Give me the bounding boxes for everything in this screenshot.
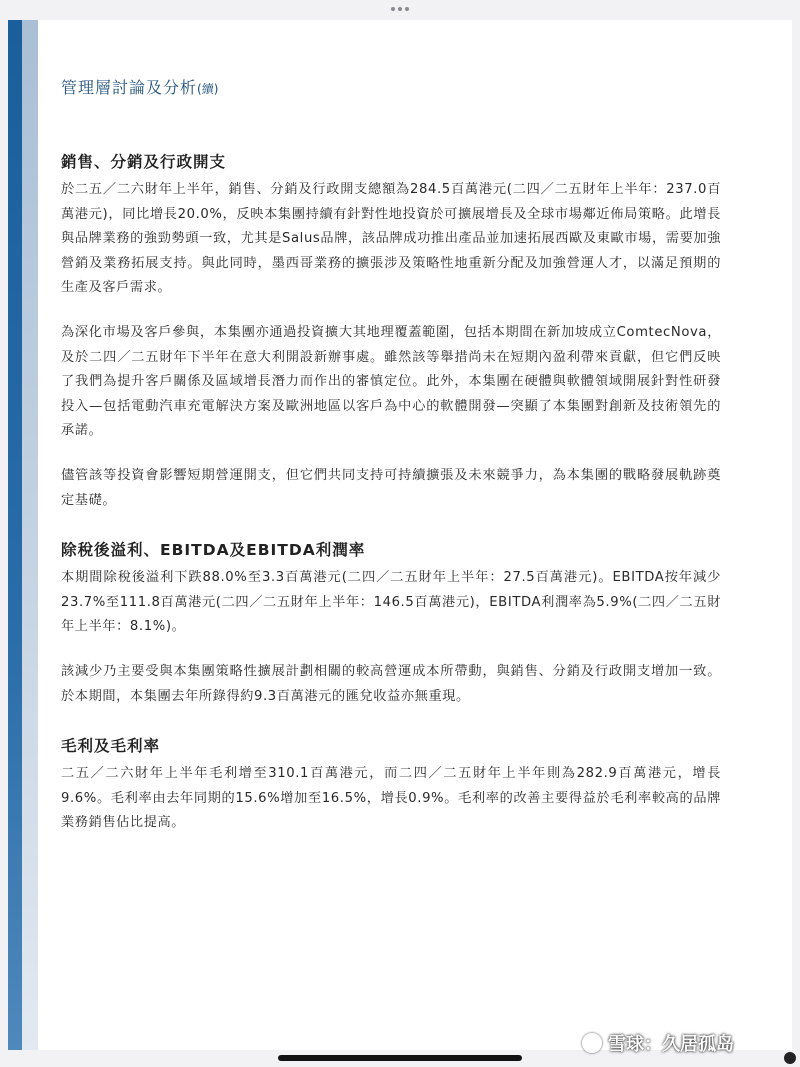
document-body (61, 150, 721, 836)
xueqiu-logo-icon (582, 1033, 602, 1053)
header-title: 管理層討論及分析 (61, 78, 198, 97)
sga-paragraph-1: 於二五／二六財年上半年，銷售、分銷及行政開支總額為284.5百萬港元(二四／二五財年上半年：237.0百萬港元)，同比增長20.0%，反映本集團持續有針對性地投資於可擴展增長及全球市場鄰近佈局策略。此增長與品牌業務的強勁勢頭一致，尤其是Salus品牌，該品牌成功推出產品並加速拓展西歐及東歐市場，需要加強營銷及業務拓展支持。與此同時，墨西哥業務的擴張涉及策略性地重新分配及加強營運人才，以滿足預期的生產及客戶需求。 (61, 182, 721, 296)
corner-dot-icon (784, 1052, 796, 1064)
top-bar (0, 0, 800, 18)
watermark-text: 雪球：久居孤岛 (608, 1034, 734, 1055)
multitask-grabber[interactable] (391, 7, 409, 12)
home-indicator[interactable] (278, 1055, 522, 1061)
side-band-dark (8, 20, 22, 1050)
document-page (8, 20, 792, 1050)
page-header (61, 75, 218, 98)
section-heading-sga: 銷售、分銷及行政開支 (61, 153, 227, 171)
profit-paragraph-1: 本期間除稅後溢利下跌88.0%至3.3百萬港元(二四／二五財年上半年：27.5百萬港元)。EBITDA按年減少23.7%至111.8百萬港元(二四／二五財年上半年：146.5百萬港元)，EBITDA利潤率為5.9%(二四／二五財年上半年：8.1%)。 (61, 570, 721, 635)
sga-paragraph-3: 儘管該等投資會影響短期營運開支，但它們共同支持可持續擴張及未來競爭力，為本集團的戰略發展軌跡奠定基礎。 (61, 467, 721, 508)
side-band-light (22, 20, 38, 1050)
gross-profit-paragraph: 二五／二六財年上半年毛利增至310.1百萬港元，而二四／二五財年上半年則為282.9百萬港元，增長9.6%。毛利率由去年同期的15.6%增加至16.5%，增長0.9%。毛利率的改善主要得益於毛利率較高的品牌業務銷售佔比提高。 (61, 766, 721, 831)
watermark (582, 1030, 734, 1056)
section-heading-gross-profit: 毛利及毛利率 (61, 737, 161, 756)
sga-paragraph-2: 為深化市場及客戶參與，本集團亦通過投資擴大其地理覆蓋範圍，包括本期間在新加坡成立ComtecNova，及於二四／二五財年下半年在意大利開設新辦事處。雖然該等舉措尚未在短期內盈利帶來貢獻，但它們反映了我們為提升客戶關係及區域增長潛力而作出的審慎定位。此外，本集團在硬體與軟體領域開展針對性研發投入—包括電動汽車充電解決方案及歐洲地區以客戶為中心的軟體開發—突顯了本集團對創新及技術領先的承諾。 (61, 324, 721, 439)
profit-paragraph-2: 該減少乃主要受與本集團策略性擴展計劃相關的較高營運成本所帶動，與銷售、分銷及行政開支增加一致。於本期間，本集團去年所錄得約9.3百萬港元的匯兌收益亦無重現。 (61, 663, 721, 704)
header-suffix: (續) (197, 82, 219, 96)
section-heading-profit-ebitda: 除稅後溢利、EBITDA及EBITDA利潤率 (61, 541, 366, 560)
